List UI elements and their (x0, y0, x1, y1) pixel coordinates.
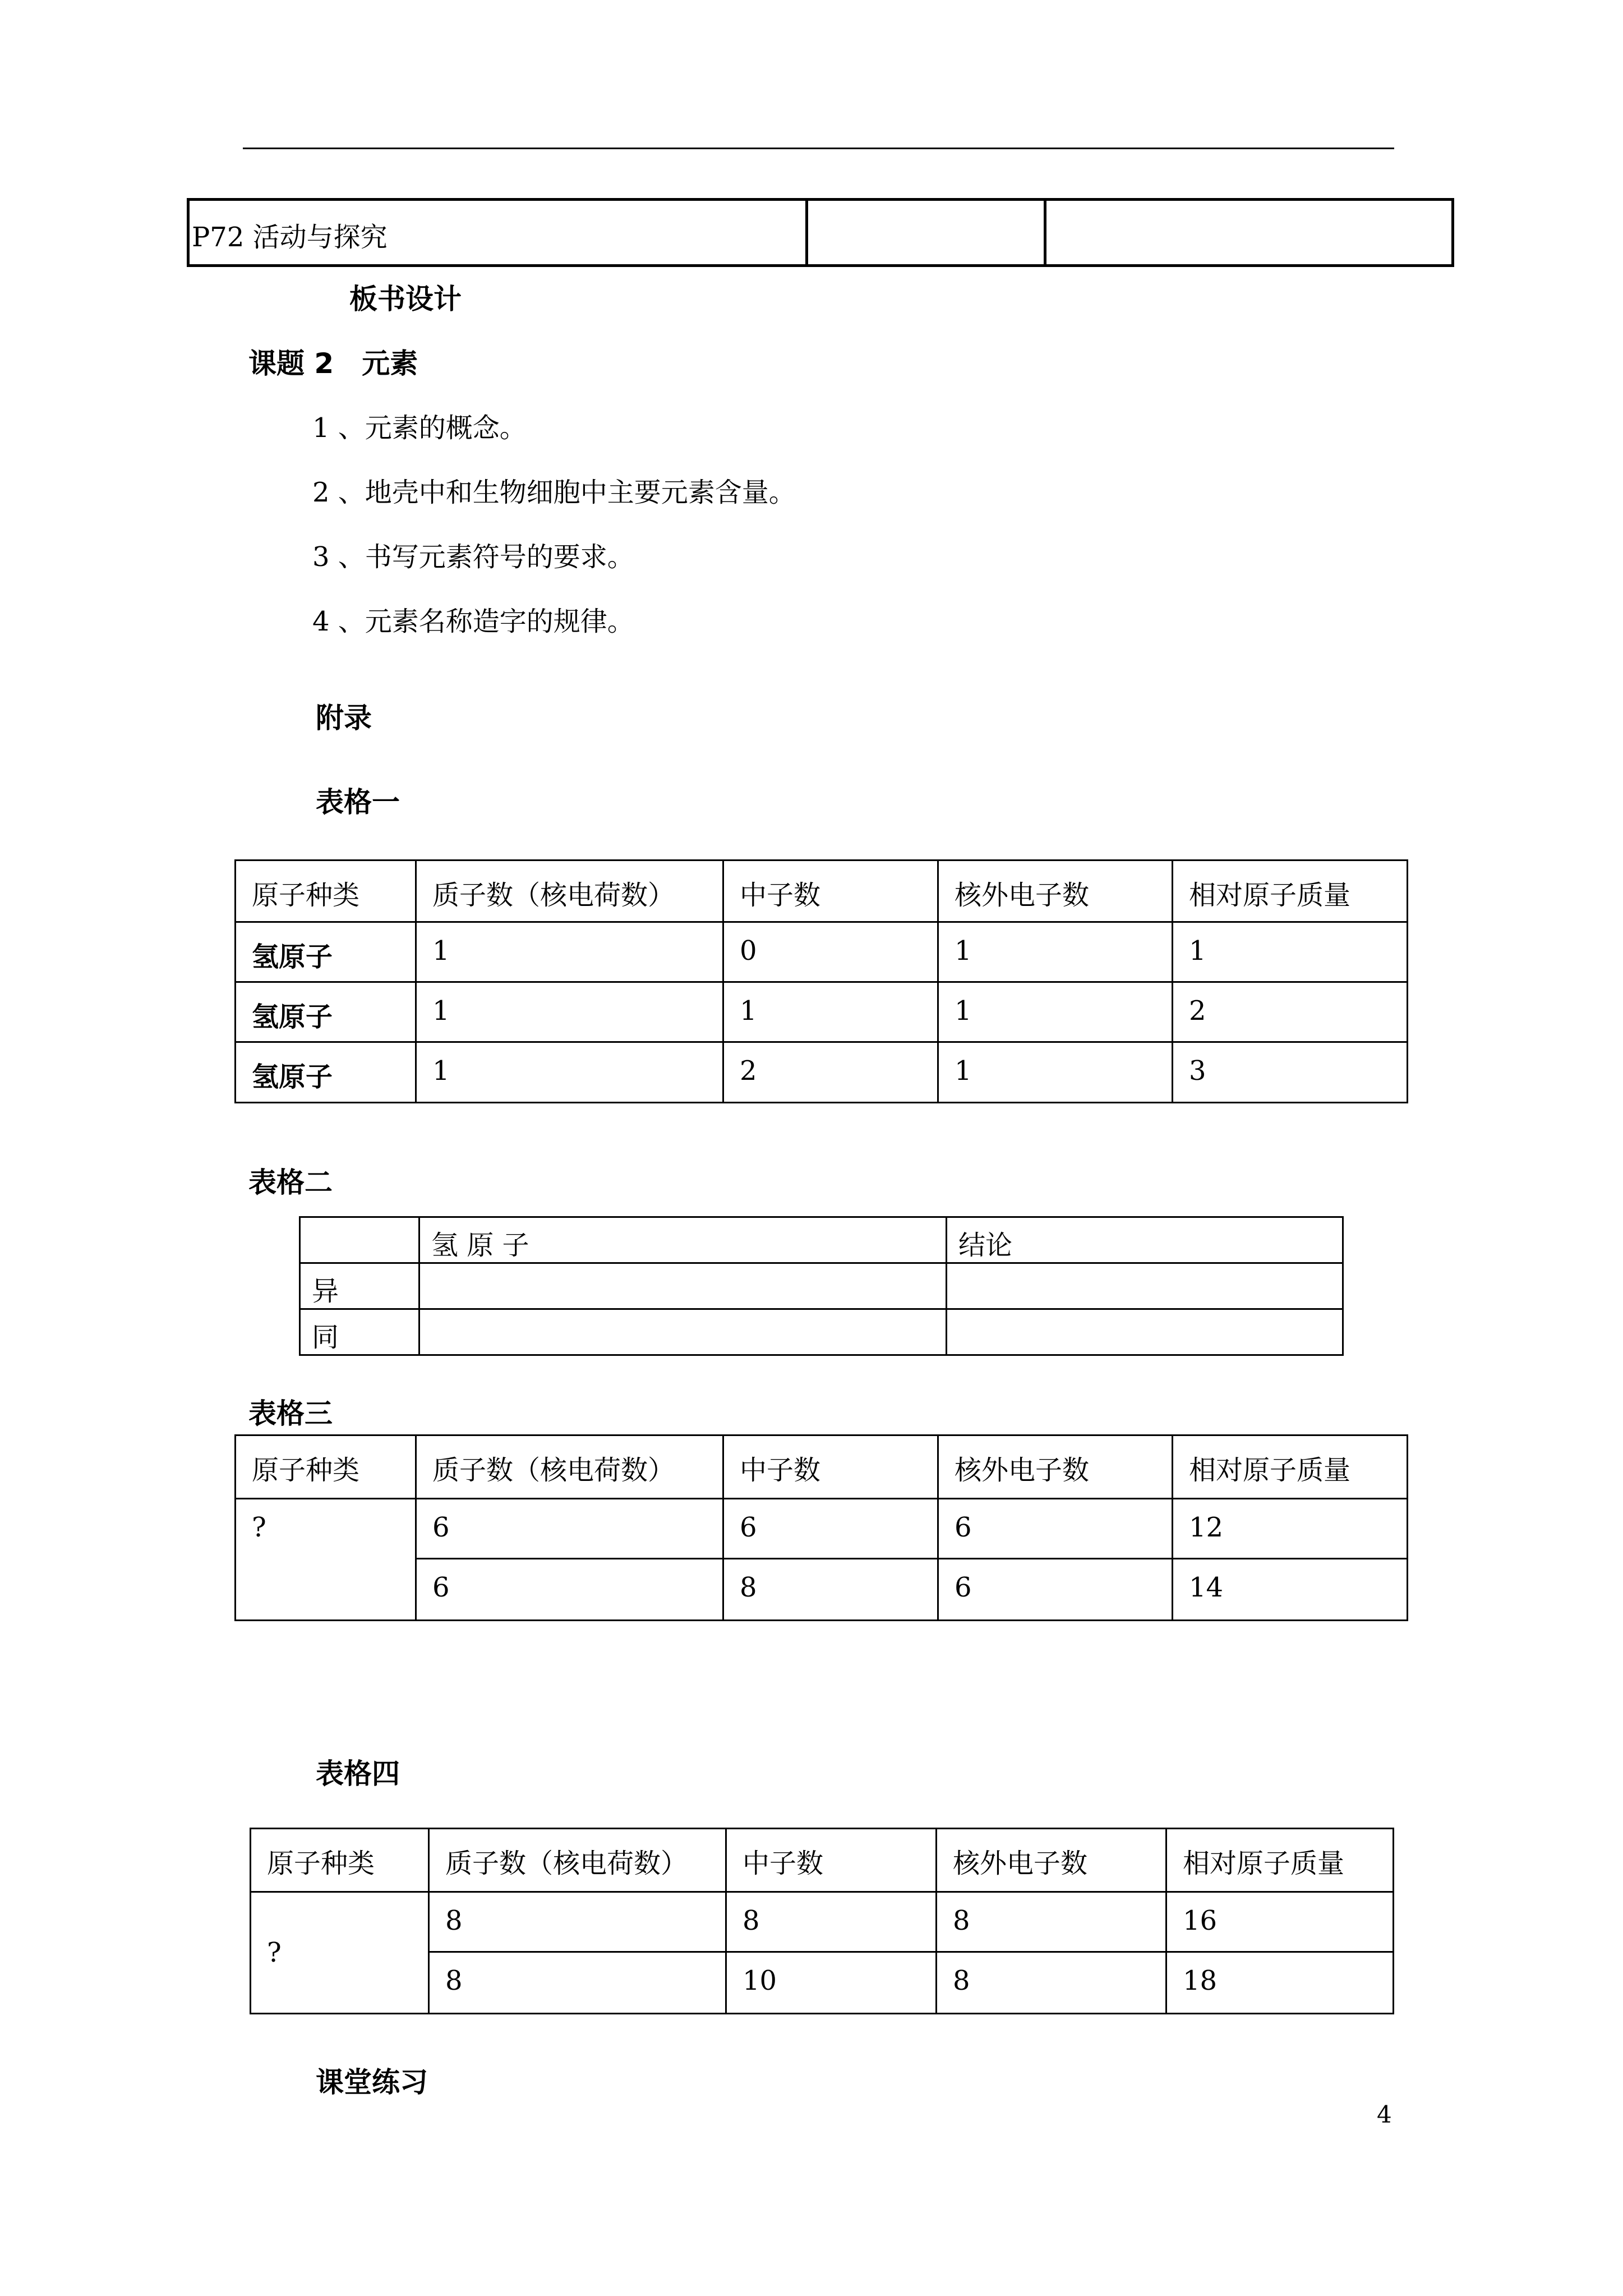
board-item: 1 、元素的概念。 (312, 412, 527, 444)
atom-name-cell: 氢原子 (236, 1042, 416, 1103)
header-cell: 中子数 (723, 861, 938, 922)
header-cell: 相对原子质量 (1173, 861, 1408, 922)
table-cell: 1 (938, 1042, 1173, 1103)
table-cell: 6 (416, 1559, 723, 1621)
table3-caption: 表格三 (248, 1397, 333, 1430)
atom-name-cell: 氢原子 (236, 922, 416, 982)
appendix-title: 附录 (316, 702, 372, 734)
header-cell: 中子数 (726, 1829, 937, 1892)
header-cell: 氢 原 子 (419, 1217, 947, 1263)
empty-cell (807, 200, 1045, 266)
practice-title: 课堂练习 (316, 2066, 428, 2099)
board-item: 3 、书写元素符号的要求。 (312, 541, 634, 573)
table-cell: 2 (1173, 982, 1408, 1042)
board-item: 4 、元素名称造字的规律。 (312, 606, 634, 637)
table-cell: 1 (723, 982, 938, 1042)
activity-table (187, 198, 1454, 267)
table-cell: 8 (429, 1892, 726, 1952)
header-cell: 核外电子数 (937, 1829, 1166, 1892)
table-cell: 18 (1166, 1952, 1394, 2014)
empty-cell (1045, 200, 1453, 266)
header-cell: 核外电子数 (938, 861, 1173, 922)
table-cell: 8 (429, 1952, 726, 2014)
table-cell: 0 (723, 922, 938, 982)
header-rule (243, 148, 1394, 149)
table-cell: 8 (723, 1559, 938, 1621)
table-row (300, 1263, 1343, 1309)
header-cell (300, 1217, 419, 1263)
table-cell: 1 (416, 982, 723, 1042)
table2 (299, 1216, 1344, 1356)
table-cell: 8 (937, 1952, 1166, 2014)
table3 (234, 1434, 1408, 1621)
table-cell: 2 (723, 1042, 938, 1103)
header-cell: 原子种类 (236, 861, 416, 922)
row-label-cell: 异 (300, 1263, 419, 1309)
page-number: 4 (1377, 2101, 1392, 2128)
header-cell: 结论 (947, 1217, 1343, 1263)
table-cell: 10 (726, 1952, 937, 2014)
table-cell: 1 (416, 922, 723, 982)
board-design-title: 板书设计 (349, 283, 462, 315)
table-row (236, 1042, 1408, 1103)
table-cell (419, 1263, 947, 1309)
activity-cell: P72 活动与探究 (188, 200, 807, 266)
table-cell (947, 1263, 1343, 1309)
header-cell: 核外电子数 (938, 1435, 1173, 1499)
table-cell: 6 (416, 1499, 723, 1559)
atom-name-cell: 氢原子 (236, 982, 416, 1042)
table-cell: 12 (1173, 1499, 1408, 1559)
lesson-title: 课题 2 元素 (248, 347, 418, 380)
atom-label-cell: ? (251, 1892, 429, 2014)
table-cell: 14 (1173, 1559, 1408, 1621)
table-cell: 6 (938, 1499, 1173, 1559)
table-cell: 16 (1166, 1892, 1394, 1952)
table-cell: 1 (1173, 922, 1408, 982)
table-row (236, 1499, 1408, 1559)
atom-label-cell: ? (236, 1499, 416, 1621)
row-label-cell: 同 (300, 1309, 419, 1355)
header-cell: 中子数 (723, 1435, 938, 1499)
table-cell: 8 (937, 1892, 1166, 1952)
table-cell (419, 1309, 947, 1355)
table-cell (947, 1309, 1343, 1355)
table1 (234, 859, 1408, 1103)
table-cell: 6 (723, 1499, 938, 1559)
board-item: 2 、地壳中和生物细胞中主要元素含量。 (312, 477, 796, 508)
table2-caption: 表格二 (248, 1166, 333, 1199)
table-cell: 1 (938, 922, 1173, 982)
table4-caption: 表格四 (316, 1757, 400, 1790)
header-cell: 相对原子质量 (1173, 1435, 1408, 1499)
header-cell: 质子数（核电荷数） (416, 861, 723, 922)
table-cell: 6 (938, 1559, 1173, 1621)
table-cell: 3 (1173, 1042, 1408, 1103)
table-row (236, 922, 1408, 982)
table-row (300, 1309, 1343, 1355)
header-cell: 原子种类 (251, 1829, 429, 1892)
header-cell: 相对原子质量 (1166, 1829, 1394, 1892)
header-cell: 原子种类 (236, 1435, 416, 1499)
table-row (236, 982, 1408, 1042)
table4 (250, 1828, 1394, 2014)
header-cell: 质子数（核电荷数） (416, 1435, 723, 1499)
table-cell: 1 (938, 982, 1173, 1042)
table1-caption: 表格一 (316, 786, 400, 818)
table-row (251, 1892, 1394, 1952)
table-cell: 1 (416, 1042, 723, 1103)
header-cell: 质子数（核电荷数） (429, 1829, 726, 1892)
table-cell: 8 (726, 1892, 937, 1952)
